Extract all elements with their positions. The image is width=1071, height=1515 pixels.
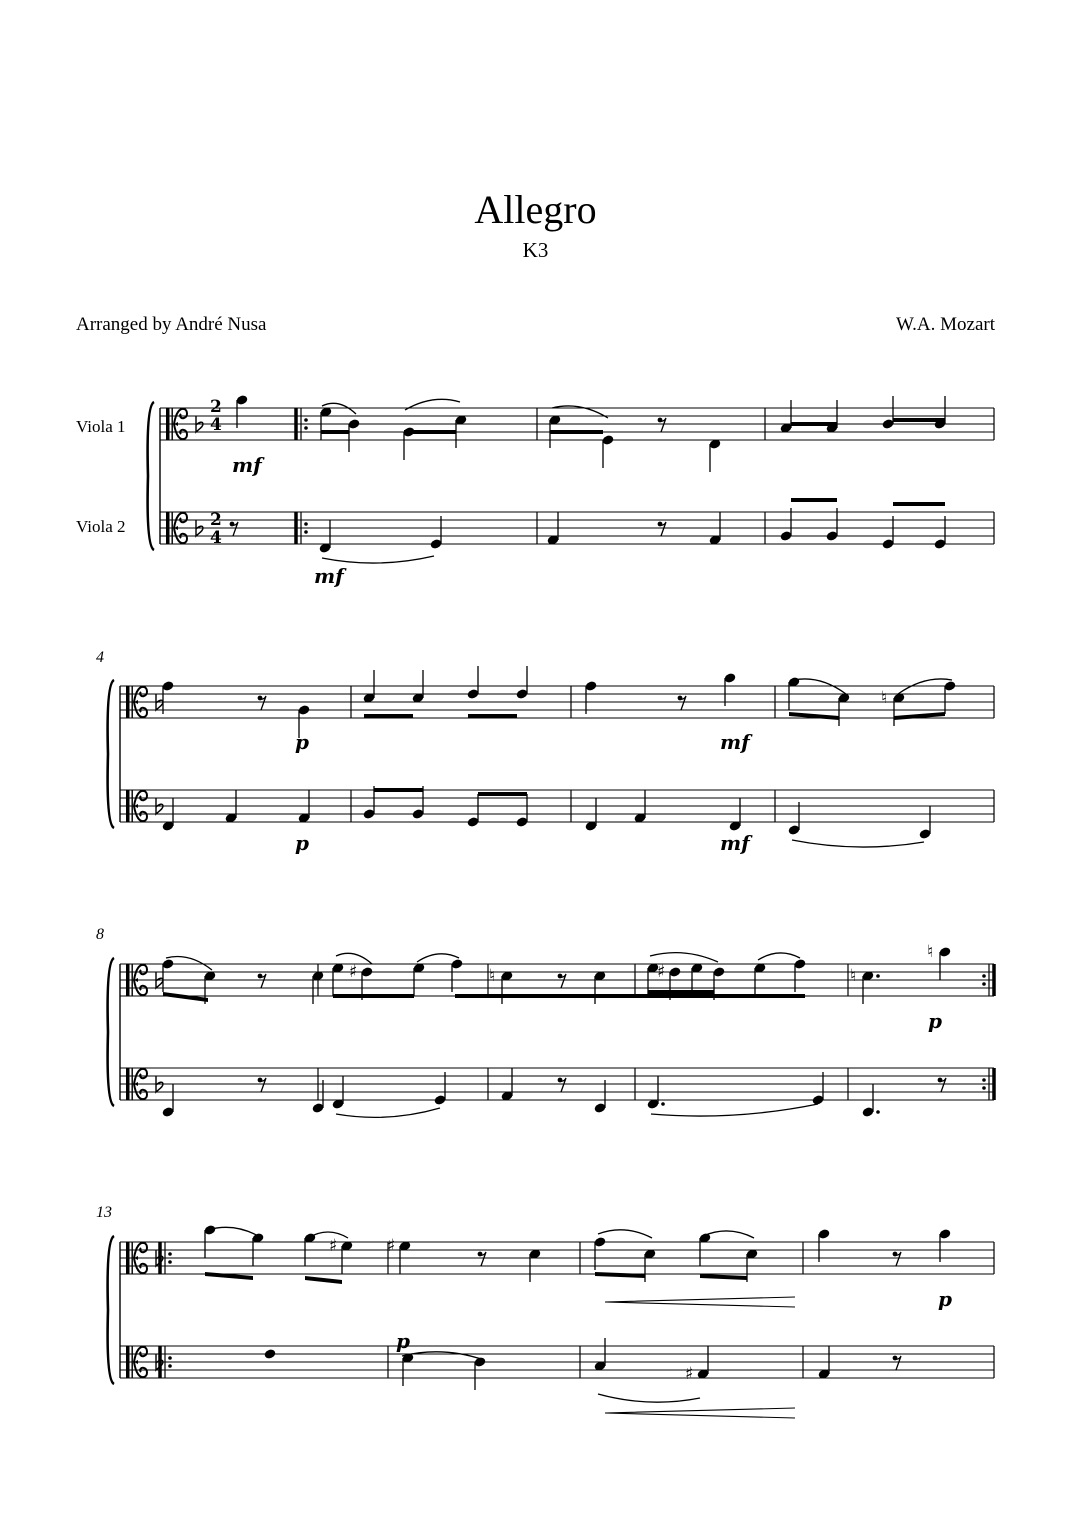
time-sig-num-2: 2: [210, 510, 222, 530]
beam: [648, 990, 714, 994]
dynamic-p: p: [295, 730, 309, 754]
slur: [402, 1352, 484, 1360]
system-4: [108, 1224, 994, 1418]
slur: [336, 1108, 440, 1117]
time-sig-den-2: 4: [210, 528, 222, 548]
beam: [455, 994, 805, 998]
beam: [755, 994, 805, 998]
composer-credit: W.A. Mozart: [895, 314, 995, 335]
beam: [205, 1272, 253, 1280]
beam: [648, 994, 714, 998]
beam: [791, 498, 837, 502]
time-sig-num-1: 2: [210, 397, 222, 417]
repeat-dot: [982, 974, 986, 978]
repeat-dot: [168, 1356, 172, 1360]
beam: [893, 418, 945, 422]
slur: [650, 953, 718, 962]
accidental-icon: ♯: [349, 962, 358, 982]
beam: [893, 502, 945, 506]
crescendo-hairpin: [605, 1408, 795, 1418]
piece-title: Allegro: [474, 187, 597, 232]
repeat-dot: [304, 418, 308, 422]
beam: [404, 430, 456, 434]
system-bracket: [148, 402, 154, 550]
slur: [758, 953, 800, 960]
accidental-icon: ♮: [850, 966, 857, 986]
slur: [598, 1394, 700, 1402]
dynamic-p: p: [938, 1287, 952, 1311]
measure-number-4: 4: [96, 649, 104, 666]
system-3: [108, 942, 994, 1118]
beam: [374, 788, 423, 792]
beam: [595, 1272, 645, 1278]
accidental-icon: ♯: [685, 1364, 694, 1384]
accidental-icon: ♯: [329, 1236, 338, 1256]
augmentation-dot: [876, 1110, 880, 1114]
repeat-dot: [982, 1086, 986, 1090]
slur: [322, 556, 434, 563]
accidental-icon: ♯: [387, 1236, 396, 1256]
beam: [305, 1276, 342, 1284]
slur: [792, 840, 924, 847]
dynamic-mf: mf: [232, 453, 262, 477]
crescendo-hairpin: [605, 1297, 795, 1307]
accidental-icon: ♮: [881, 688, 888, 708]
system-bracket: [108, 680, 114, 828]
beam: [791, 422, 837, 426]
beam: [550, 430, 603, 434]
repeat-dot: [982, 982, 986, 986]
dynamic-mf: mf: [720, 831, 750, 855]
slur: [703, 1231, 754, 1238]
augmentation-dot: [876, 974, 880, 978]
arranger-credit: Arranged by André Nusa: [76, 314, 267, 335]
dynamic-mf: mf: [314, 564, 344, 588]
system-2: [108, 666, 994, 847]
repeat-dot: [168, 1364, 172, 1368]
dynamic-p: p: [396, 1329, 410, 1353]
instrument-name-viola-2: Viola 2: [76, 517, 126, 536]
accidental-icon: ♮: [927, 942, 934, 962]
system-1: [148, 394, 994, 563]
system-bracket: [108, 1236, 114, 1384]
catalog-number: K3: [522, 238, 549, 262]
beam: [321, 430, 349, 434]
measure-number-13: 13: [96, 1204, 112, 1221]
accidental-icon: ♮: [489, 966, 496, 986]
time-sig-den-1: 4: [210, 415, 222, 435]
augmentation-dot: [661, 1102, 665, 1106]
beam: [894, 712, 945, 720]
slur: [598, 1230, 652, 1238]
beam: [333, 994, 414, 998]
beam: [468, 714, 517, 718]
slur: [651, 1104, 818, 1116]
dynamic-p: p: [928, 1009, 942, 1033]
system-bracket: [108, 958, 114, 1106]
beam: [364, 714, 413, 718]
beam: [478, 792, 527, 796]
accidental-icon: ♯: [657, 962, 666, 982]
repeat-dot: [304, 530, 308, 534]
repeat-dot: [304, 426, 308, 430]
repeat-dot: [168, 1252, 172, 1256]
instrument-name-viola-1: Viola 1: [76, 417, 126, 436]
repeat-dot: [304, 522, 308, 526]
repeat-dot: [168, 1260, 172, 1264]
dynamic-mf: mf: [720, 730, 750, 754]
beam: [163, 992, 208, 1002]
notehead: [263, 1348, 276, 1360]
dynamic-p: p: [295, 831, 309, 855]
beam: [700, 1274, 747, 1280]
beam: [789, 712, 839, 720]
slur: [417, 954, 459, 962]
repeat-dot: [982, 1078, 986, 1082]
measure-number-8: 8: [96, 926, 104, 943]
